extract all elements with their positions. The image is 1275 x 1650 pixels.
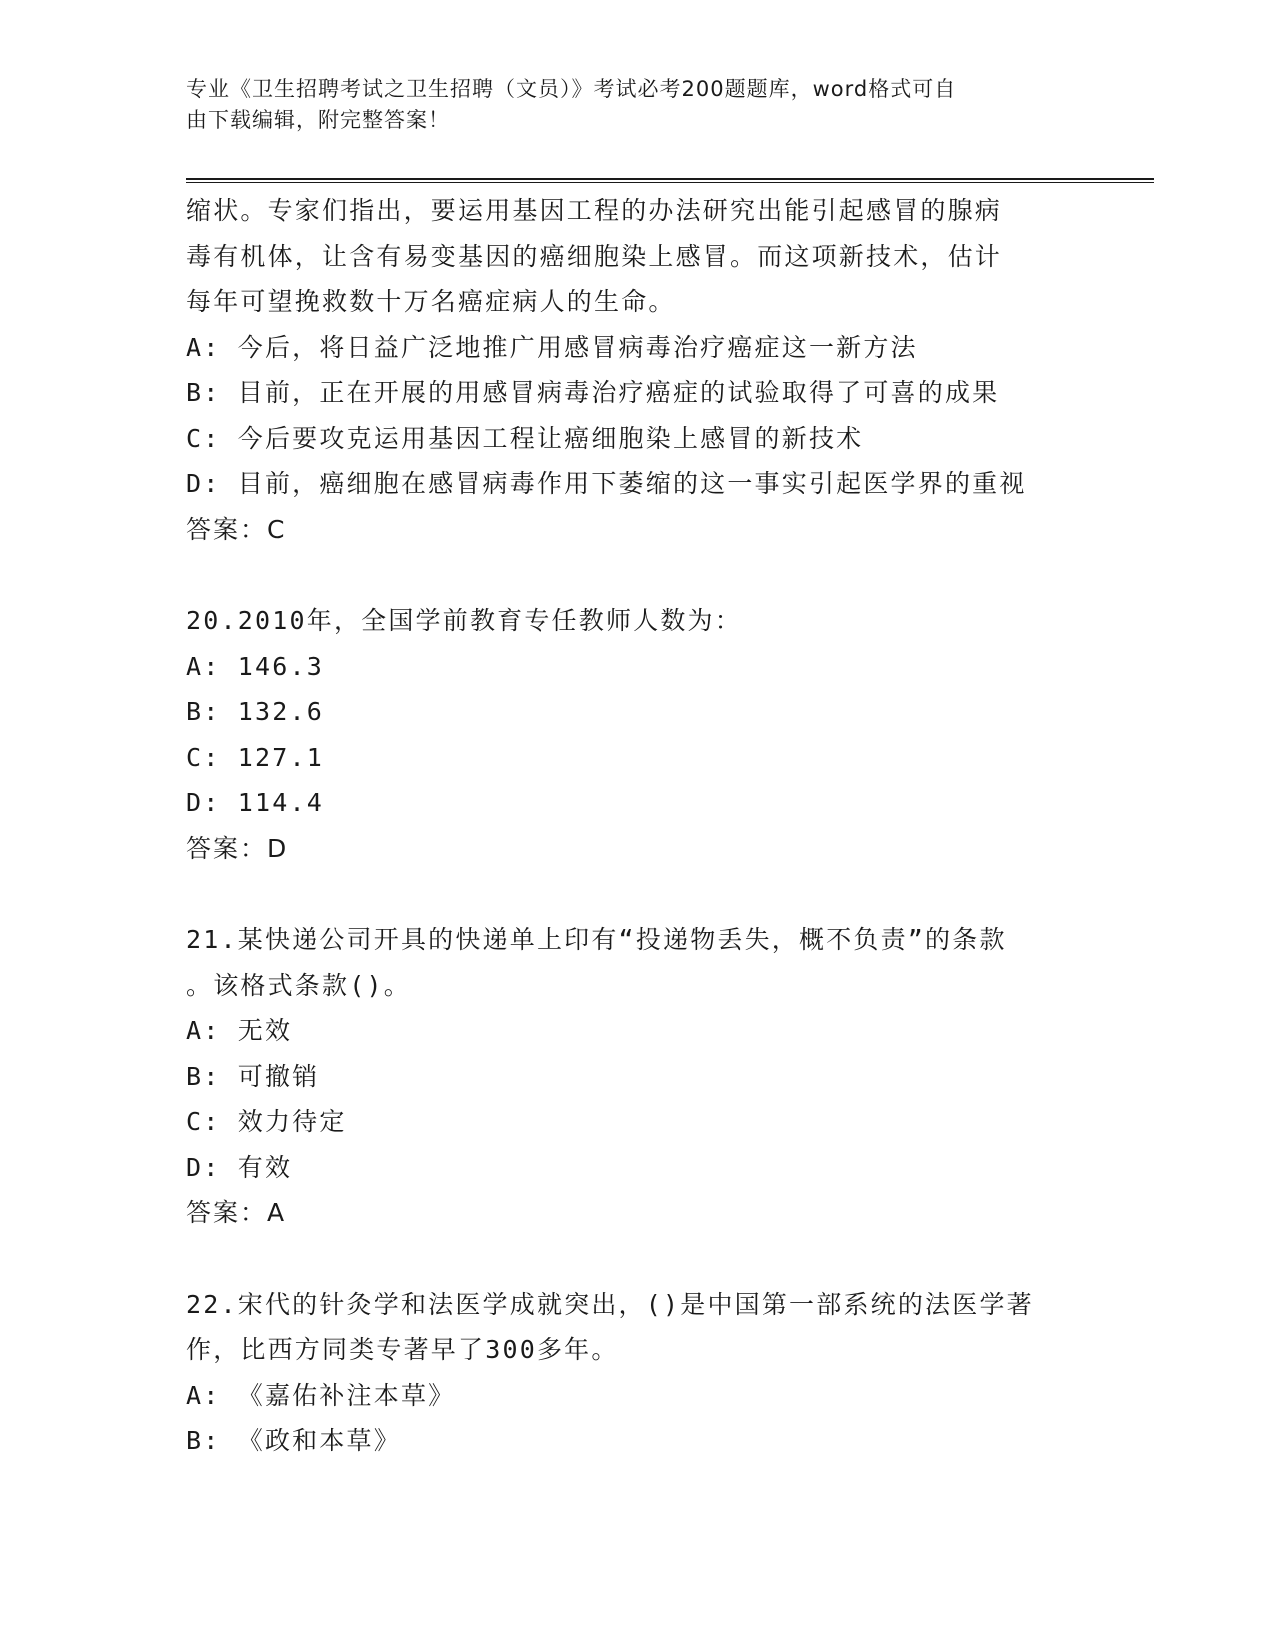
option-b: B: 可撤销 [186, 1061, 320, 1091]
spacer [186, 1236, 1086, 1282]
option-d: D: 114.4 [186, 788, 325, 817]
spacer [186, 552, 1086, 598]
answer-label: 答案：C [186, 514, 287, 544]
question-text-line: 22.宋代的针灸学和法医学成就突出，()是中国第一部系统的法医学著 [186, 1289, 1034, 1319]
option-d: D: 目前，癌细胞在感冒病毒作用下萎缩的这一事实引起医学界的重视 [186, 469, 1027, 498]
option-b: B: 132.6 [186, 697, 325, 726]
question-text-line: 作，比西方同类专著早了300多年。 [186, 1335, 619, 1364]
question-text-line: 每年可望挽救数十万名癌症病人的生命。 [186, 287, 676, 316]
question-text-line: 缩状。专家们指出，要运用基因工程的办法研究出能引起感冒的腺病 [186, 196, 1003, 225]
option-a: A: 146.3 [186, 651, 325, 681]
option-c: C: 127.1 [186, 742, 325, 772]
document-body [186, 188, 1086, 1464]
option-b: B: 目前，正在开展的用感冒病毒治疗癌症的试验取得了可喜的成果 [186, 378, 1000, 407]
document-header [186, 74, 1076, 136]
question-text-line: 20.2010年，全国学前教育专任教师人数为： [186, 606, 742, 635]
header-title-line-2: 由下载编辑，附完整答案！ [186, 108, 450, 132]
option-c: C: 今后要攻克运用基因工程让癌细胞染上感冒的新技术 [186, 423, 864, 453]
question-21 [186, 917, 1086, 1236]
question-20 [186, 598, 1086, 871]
question-text-line: 毒有机体，让含有易变基因的癌细胞染上感冒。而这项新技术，估计 [186, 241, 1003, 271]
header-divider [186, 178, 1154, 183]
question-text-line: 21.某快递公司开具的快递单上印有“投递物丢失，概不负责”的条款 [186, 925, 1007, 954]
option-c: C: 效力待定 [186, 1107, 347, 1136]
option-d: D: 有效 [186, 1152, 293, 1182]
option-a: A: 今后，将日益广泛地推广用感冒病毒治疗癌症这一新方法 [186, 332, 918, 362]
option-a: A: 《嘉佑补注本草》 [186, 1380, 456, 1410]
question-19-continuation [186, 188, 1086, 552]
header-title-line-1: 专业《卫生招聘考试之卫生招聘（文员）》考试必考200题题库，word格式可自 [186, 77, 957, 101]
answer-label: 答案：D [186, 833, 289, 863]
answer-label: 答案：A [186, 1198, 287, 1227]
question-22 [186, 1282, 1086, 1464]
question-text-line: 。该格式条款()。 [186, 970, 411, 1000]
spacer [186, 871, 1086, 917]
option-a: A: 无效 [186, 1016, 293, 1045]
option-b: B: 《政和本草》 [186, 1426, 401, 1455]
